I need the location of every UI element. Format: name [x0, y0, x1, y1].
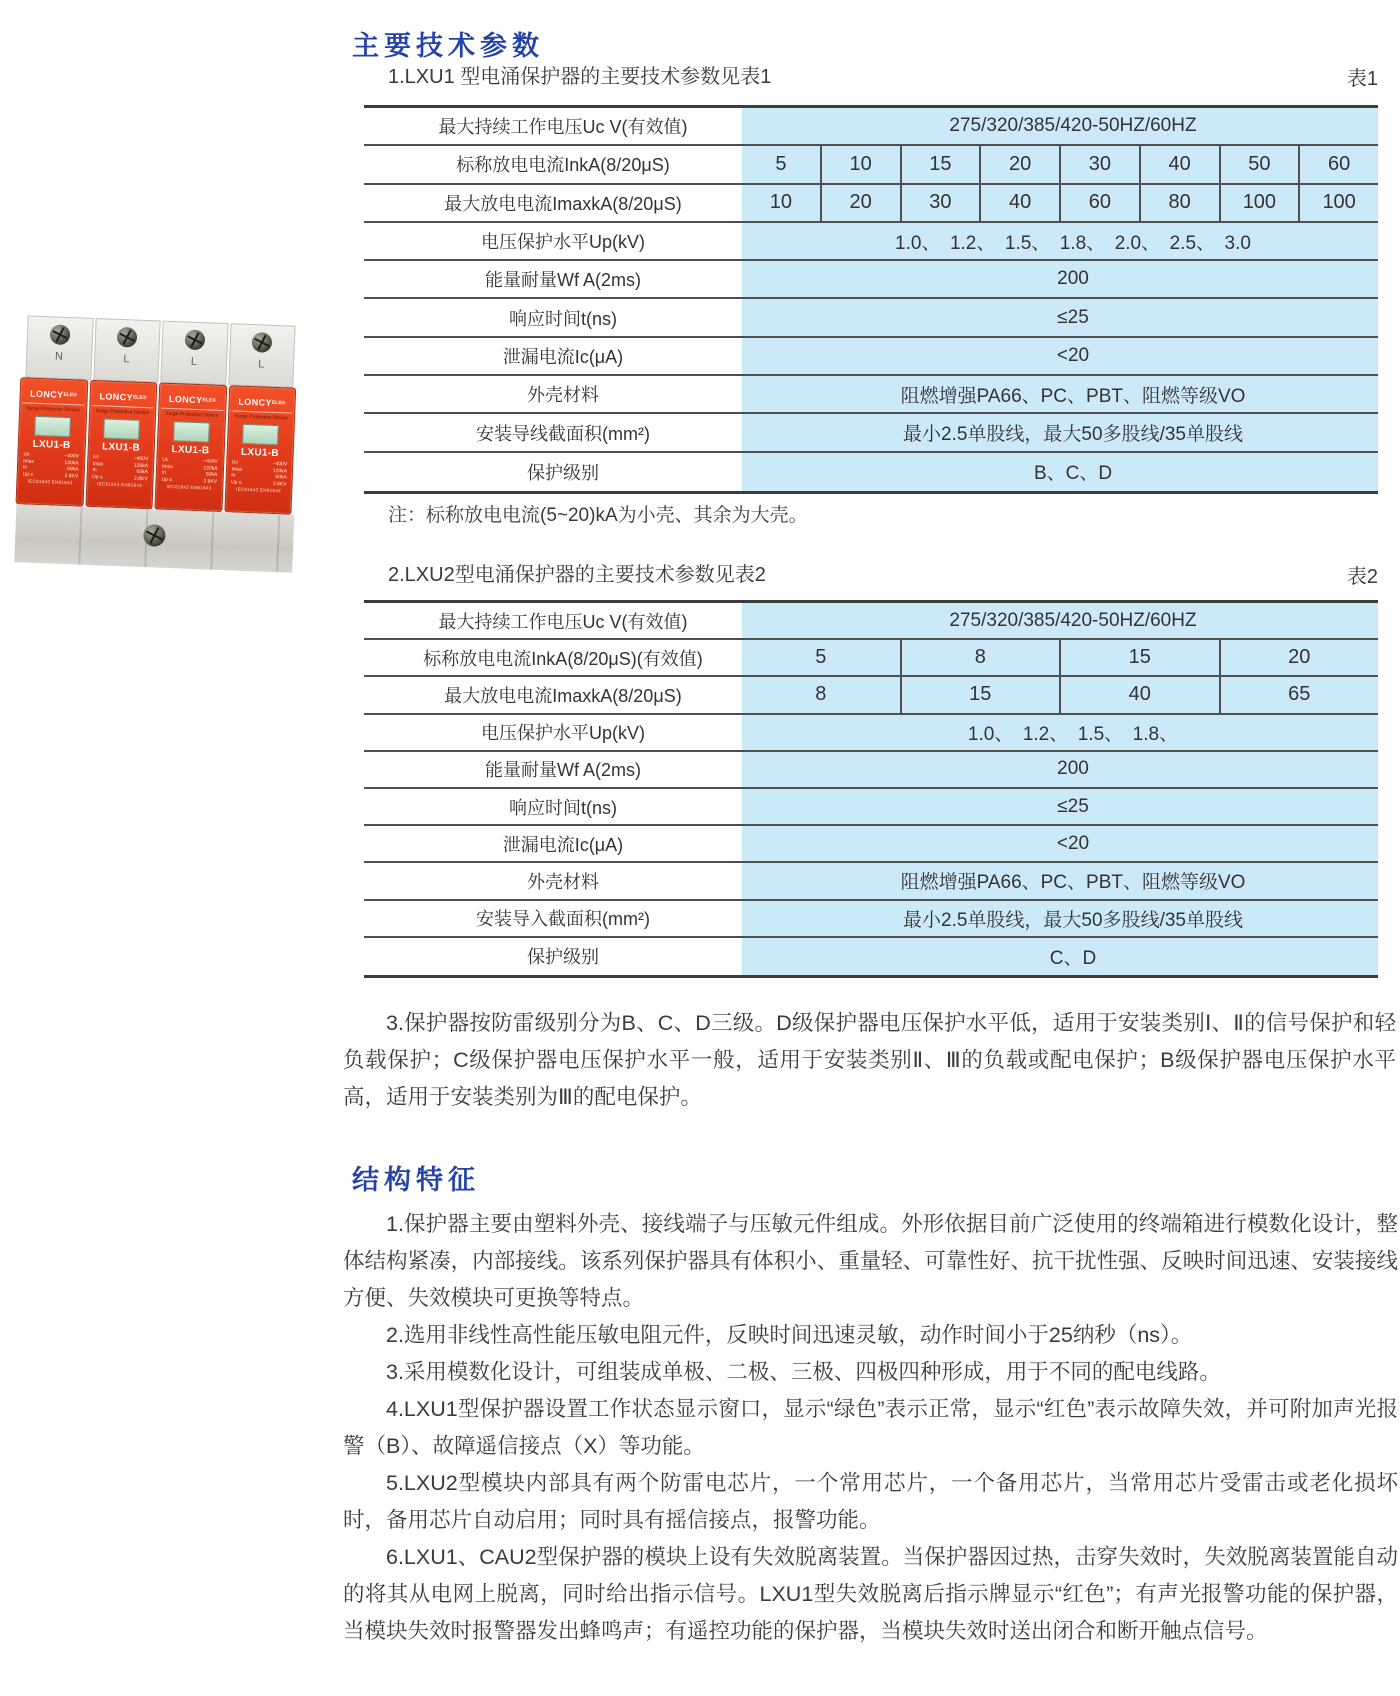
row-values [742, 789, 1378, 824]
spec-key: Uc [231, 459, 239, 466]
spec-value: 120kA [272, 467, 288, 475]
brand-suffix: ELE® [63, 391, 78, 399]
table-row [364, 453, 1378, 491]
row-label: 外壳材料 [527, 871, 599, 892]
row-label: 保护级别 [527, 947, 599, 968]
row-label: 响应时间t(ns) [509, 797, 617, 818]
spec-key: In [161, 469, 167, 476]
table-row [364, 938, 1378, 975]
value-cell: 8 [815, 683, 827, 706]
section-title-structure: 结构特征 [352, 1165, 480, 1195]
surge-module [16, 377, 88, 506]
spec-key: Up ≤ [161, 476, 173, 483]
row-values [742, 640, 1378, 675]
feature-paragraph: 1.保护器主要由塑料外壳、接线端子与压敏元件组成。外形依据目前广泛使用的终端箱进行模数化设计，整体结构紧凑，内部接线。该系列保护器具有体积小、重量轻、可靠性好、抗干扰性强、反映时间迅速、安装接线方便、失效模块可更换等特点。 [343, 1212, 1398, 1310]
row-label: 响应时间t(ns) [509, 308, 617, 329]
section-title-main: 主要技术参数 [352, 31, 544, 61]
table1-spec-table [364, 105, 1378, 494]
merged-value-cell: 275/320/385/420-50HZ/60HZ [949, 115, 1197, 137]
terminal-block [25, 315, 93, 379]
table-row [364, 789, 1378, 826]
row-values [742, 453, 1378, 491]
screw-icon [143, 524, 166, 547]
surge-module [224, 385, 296, 514]
spec-key: Imax [231, 465, 243, 473]
row-label: 最大持续工作电压Uc V(有效值) [438, 117, 688, 138]
row-values [742, 299, 1378, 335]
row-label: 保护级别 [527, 462, 599, 483]
value-cell: 30 [1059, 146, 1139, 182]
protection-grading-paragraph: 3.保护器按防雷级别分为B、C、D三级。D级保护器电压保护水平低，适用于安装类别Ⅰ、Ⅱ的信号保护和轻负载保护；C级保护器电压保护水平一般，适用于安装类别Ⅱ、Ⅲ的负载或配电保护；B级保护器电压保护水平高，适用于安装类别为Ⅲ的配电保护。 [343, 1011, 1396, 1109]
value-cell: 20 [1219, 640, 1379, 675]
terminal-block [160, 321, 228, 385]
row-label: 最大持续工作电压Uc V(有效值) [438, 611, 688, 632]
table2-heading: 2.LXU2型电涌保护器的主要技术参数见表2 [388, 564, 766, 586]
module-specs [20, 451, 82, 479]
row-values [742, 677, 1378, 712]
spec-key: In [92, 467, 97, 474]
value-cell: 60 [1059, 185, 1139, 221]
brand-suffix: ELE® [271, 399, 286, 407]
value-cell: 8 [900, 640, 1060, 675]
spec-key: In [22, 464, 28, 471]
value-cell: 20 [979, 146, 1059, 182]
row-label: 最大放电电流ImaxkA(8/20μS) [444, 193, 682, 214]
table1-heading: 1.LXU1 型电涌保护器的主要技术参数见表1 [388, 66, 772, 88]
table-row [364, 146, 1378, 184]
row-values [742, 826, 1378, 861]
value-cell: 100 [1219, 185, 1299, 221]
screw-icon [49, 324, 70, 345]
row-label: 安装导线截面积(mm²) [476, 423, 650, 444]
value-cell: 15 [1059, 640, 1219, 675]
terminal-block [228, 323, 296, 387]
value-cell: 30 [900, 185, 980, 221]
merged-value-cell: <20 [1056, 832, 1090, 854]
table2-spec-table [364, 600, 1378, 978]
module-subtitle: Surge Protective Device [164, 410, 219, 419]
row-values [742, 938, 1378, 975]
value-cell: 5 [775, 152, 787, 175]
brand-text: LONCY [29, 388, 64, 400]
status-window [173, 421, 210, 442]
row-label: 泄漏电流Ic(μA) [502, 346, 624, 367]
row-values [742, 223, 1378, 259]
spec-value: 60kA [275, 474, 287, 481]
spec-value: 120kA [133, 462, 149, 469]
spec-value: 2.8KV [133, 475, 148, 482]
surge-module [154, 383, 226, 512]
screw-icon [184, 329, 205, 350]
feature-paragraph: 3.采用模数化设计，可组装成单极、二极、三极、四极四种形成，用于不同的配电线路。 [386, 1360, 1221, 1384]
row-label: 最大放电电流ImaxkA(8/20μS) [444, 685, 682, 706]
screw-icon [252, 332, 273, 353]
value-cell: 100 [1298, 185, 1378, 221]
terminal-label: L [190, 355, 198, 368]
value-cell: 5 [815, 646, 827, 669]
module-model: LXU1-B [101, 441, 141, 454]
brand-text: LONCY [99, 391, 134, 403]
value-cell: 40 [1139, 146, 1219, 182]
table-row [364, 223, 1378, 261]
table1-caption: 表1 [1346, 68, 1378, 90]
row-values [742, 338, 1378, 374]
row-values [742, 901, 1378, 936]
row-values [742, 414, 1378, 450]
terminal-strip [24, 315, 296, 387]
value-cell: 80 [1139, 185, 1219, 221]
table1-note: 注：标称放电电流(5~20)kA为小壳、其余为大壳。 [388, 505, 808, 526]
row-values [742, 715, 1378, 750]
spec-key: Up ≤ [92, 473, 103, 480]
module-subtitle: Surge Protective Device [26, 405, 80, 414]
value-cell: 15 [900, 677, 1060, 712]
row-values [742, 185, 1378, 221]
spec-value: ~400V [133, 455, 149, 463]
value-cell: 40 [979, 185, 1059, 221]
value-cell: 15 [900, 146, 980, 182]
merged-value-cell: C、D [1049, 947, 1097, 969]
value-cell: 10 [820, 146, 900, 182]
brand-logo [161, 389, 223, 411]
row-label: 能量耐量Wf A(2ms) [485, 270, 641, 291]
table-row [364, 603, 1378, 640]
spec-value: 2.8KV [64, 472, 79, 479]
table-row [364, 677, 1378, 714]
spec-value: 2.8KV [203, 477, 218, 485]
merged-value-cell: <20 [1056, 344, 1090, 366]
spec-value: 60kA [136, 468, 148, 476]
row-values [742, 752, 1378, 787]
table-row [364, 299, 1378, 337]
spec-key: Uc [92, 454, 100, 461]
spec-value: 120kA [203, 464, 218, 472]
table-row [364, 108, 1378, 146]
cert-line: IEC61643 EN61643 [97, 481, 143, 488]
table-row [364, 414, 1378, 452]
row-label: 电压保护水平Up(kV) [480, 723, 645, 744]
brand-text: LONCY [238, 396, 273, 408]
row-label: 标称放电电流InkA(8/20μS)(有效值) [423, 648, 703, 669]
spec-value: 2.8KV [272, 480, 287, 487]
module-model: LXU1-B [171, 444, 210, 457]
terminal-block [93, 318, 161, 382]
value-cell: 65 [1219, 677, 1379, 712]
module-subtitle: Surge Protective Device [95, 408, 150, 417]
spec-key: Uc [162, 456, 169, 463]
brand-suffix: ELE® [132, 394, 147, 402]
spec-key: In [231, 472, 236, 479]
spec-value: 60kA [66, 466, 79, 473]
merged-value-cell: 1.0、 1.2、 1.5、 1.8、 [967, 723, 1179, 745]
surge-module [85, 380, 157, 509]
merged-value-cell: B、C、D [1033, 463, 1113, 485]
merged-value-cell: 阻燃增强PA66、PC、PBT、阻燃等级VO [900, 385, 1246, 407]
value-cell: 40 [1059, 677, 1219, 712]
table-row [364, 715, 1378, 752]
terminal-label: L [123, 353, 130, 366]
table-row [364, 826, 1378, 863]
feature-paragraph: 2.选用非线性高性能压敏电阻元件，反映时间迅速灵敏，动作时间小于25纳秒（ns）。 [386, 1323, 1193, 1347]
row-values [742, 376, 1378, 412]
table-row [364, 640, 1378, 677]
product-photo [13, 315, 302, 578]
terminal-label: L [258, 358, 265, 371]
module-model: LXU1-B [32, 438, 71, 452]
module-strip [16, 377, 297, 515]
merged-value-cell: 200 [1057, 268, 1089, 290]
cert-line: IEC61643 EN61643 [27, 478, 73, 486]
brand-logo [231, 391, 293, 413]
merged-value-cell: 阻燃增强PA66、PC、PBT、阻燃等级VO [900, 872, 1246, 894]
table-row [364, 185, 1378, 223]
merged-value-cell: ≤25 [1057, 795, 1089, 817]
structure-feature-paragraphs [343, 1206, 1398, 1650]
table-row [364, 752, 1378, 789]
table-row [364, 261, 1378, 299]
spec-value: 120kA [64, 459, 79, 466]
row-label: 安装导入截面积(mm²) [476, 909, 650, 930]
value-cell: 10 [769, 191, 792, 214]
status-window [242, 424, 279, 445]
screw-icon [117, 327, 138, 348]
table-row [364, 376, 1378, 414]
brand-logo [92, 386, 154, 408]
row-label: 标称放电电流InkA(8/20μS) [456, 155, 670, 176]
spec-key: Up ≤ [230, 478, 242, 486]
module-subtitle: Surge Protective Device [234, 413, 289, 422]
status-window [34, 416, 71, 437]
spec-value: ~400V [272, 460, 288, 468]
spec-value: ~400V [203, 458, 218, 465]
module-model: LXU1-B [240, 446, 280, 460]
merged-value-cell: 1.0、 1.2、 1.5、 1.8、 2.0、 2.5、 3.0 [895, 232, 1251, 254]
feature-paragraph: 5.LXU2型模块内部具有两个防雷电芯片，一个常用芯片，一个备用芯片，当常用芯片受雷击或老化损坏时，备用芯片自动启用；同时具有摇信接点，报警功能。 [343, 1471, 1398, 1532]
module-specs [228, 459, 290, 487]
spec-key: Imax [92, 460, 104, 467]
merged-value-cell: 最小2.5单股线，最大50多股线/35单股线 [903, 909, 1243, 931]
status-window [103, 418, 140, 439]
module-specs [158, 457, 220, 485]
value-cell: 20 [820, 185, 900, 221]
spec-value: 60kA [205, 471, 218, 478]
row-values [742, 863, 1378, 898]
feature-paragraph: 6.LXU1、CAU2型保护器的模块上设有失效脱离装置。当保护器因过热，击穿失效时，失效脱离装置能自动的将其从电网上脱离，同时给出指示信号。LXU1型失效脱离后指示牌显示“红色”；有声光报警功能的保护器，当模块失效时报警器发出蜂鸣声；有遥控功能的保护器，当模块失效时送出闭合和断开触点信号。 [343, 1545, 1398, 1643]
cert-line: IEC61643 EN61643 [235, 486, 282, 494]
cert-line: IEC61643 EN61643 [166, 483, 212, 491]
row-label: 外壳材料 [527, 385, 599, 406]
merged-value-cell: 200 [1057, 758, 1089, 780]
spec-key: Imax [161, 463, 174, 470]
brand-logo [22, 383, 84, 405]
module-specs [89, 454, 151, 482]
row-label: 能量耐量Wf A(2ms) [485, 760, 641, 781]
merged-value-cell: ≤25 [1057, 306, 1089, 328]
table-row [364, 863, 1378, 900]
spec-key: Up ≤ [22, 470, 34, 478]
merged-value-cell: 最小2.5单股线，最大50多股线/35单股线 [903, 424, 1243, 446]
table2-caption: 表2 [1346, 566, 1378, 588]
feature-paragraph: 4.LXU1型保护器设置工作状态显示窗口，显示“绿色”表示正常，显示“红色”表示故障失效，并可附加声光报警（B）、故障遥信接点（X）等功能。 [343, 1397, 1398, 1458]
spec-key: Uc [23, 451, 30, 458]
row-values [742, 108, 1378, 144]
row-label: 泄漏电流Ic(μA) [502, 834, 624, 855]
spec-value: ~400V [64, 452, 80, 460]
merged-value-cell: 275/320/385/420-50HZ/60HZ [949, 609, 1197, 631]
value-cell: 60 [1298, 146, 1378, 182]
table-row [364, 338, 1378, 376]
table-row [364, 901, 1378, 938]
row-values [742, 603, 1378, 638]
row-label: 电压保护水平Up(kV) [480, 232, 645, 253]
value-cell: 50 [1219, 146, 1299, 182]
mounting-rail [14, 504, 294, 573]
row-values [742, 146, 1378, 182]
row-values [742, 261, 1378, 297]
brand-suffix: ELE® [202, 397, 216, 404]
terminal-label: N [54, 350, 64, 363]
brand-text: LONCY [168, 393, 203, 406]
spec-key: Imax [23, 457, 35, 465]
